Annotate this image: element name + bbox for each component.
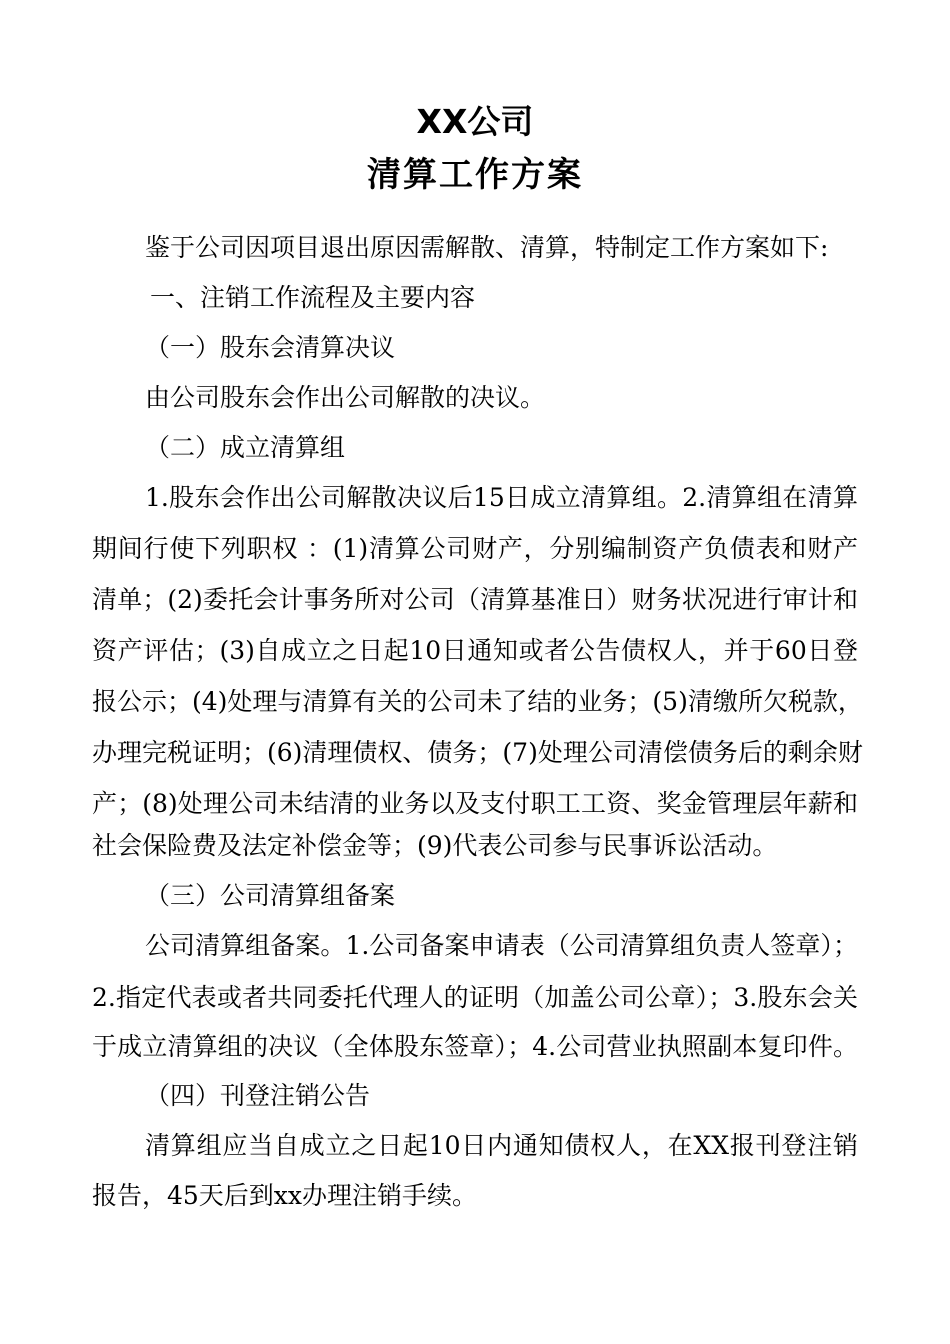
paragraph-line: 公司清算组备案。1.公司备案申请表（公司清算组负责人签章）； xyxy=(145,931,858,960)
paragraph-line: 社会保险费及法定补偿金等；(9)代表公司参与民事诉讼活动。 xyxy=(92,831,778,860)
paragraph-line: 期间行使下列职权 ：(1)清算公司财产，分别编制资产负债表和财产 xyxy=(92,534,858,563)
paragraph-line: 报公示；(4)处理与清算有关的公司未了结的业务；(5)清缴所欠税款， xyxy=(92,687,863,716)
paragraph-line: 清单；(2)委托会计事务所对公司（清算基准日）财务状况进行审计和 xyxy=(92,585,858,614)
intro-paragraph: 鉴于公司因项目退出原因需解散、清算，特制定工作方案如下: xyxy=(145,233,829,262)
subsection-heading-1: （一）股东会清算决议 xyxy=(145,333,396,362)
paragraph-line: 于成立清算组的决议（全体股东签章）；4.公司营业执照副本复印件。 xyxy=(92,1032,858,1061)
paragraph-line: 办理完税证明；(6)清理债权、债务；(7)处理公司清偿债务后的剩余财 xyxy=(92,738,863,767)
paragraph-line: 产；(8)处理公司未结清的业务以及支付职工工资、奖金管理层年薪和 xyxy=(92,789,858,818)
subsection-heading-4: （四）刊登注销公告 xyxy=(145,1081,371,1110)
subsection-body-1: 由公司股东会作出公司解散的决议。 xyxy=(145,383,546,412)
section-heading-1: 一、注销工作流程及主要内容 xyxy=(150,283,476,312)
paragraph-line: 资产评估；(3)自成立之日起10日通知或者公告债权人，并于60日登 xyxy=(92,636,858,665)
paragraph-line: 2.指定代表或者共同委托代理人的证明（加盖公司公章）；3.股东会关 xyxy=(92,983,858,1012)
document-title-plan: 清算工作方案 xyxy=(367,155,583,195)
subsection-heading-3: （三）公司清算组备案 xyxy=(145,881,396,910)
paragraph-line: 1.股东会作出公司解散决议后15日成立清算组。2.清算组在清算 xyxy=(145,483,858,512)
paragraph-line: 清算组应当自成立之日起10日内通知债权人，在XX报刊登注销 xyxy=(145,1131,858,1160)
subsection-heading-2: （二）成立清算组 xyxy=(145,433,346,462)
document-title-company: XX公司 xyxy=(416,102,534,141)
paragraph-line: 报告，45天后到xx办理注销手续。 xyxy=(92,1181,478,1210)
